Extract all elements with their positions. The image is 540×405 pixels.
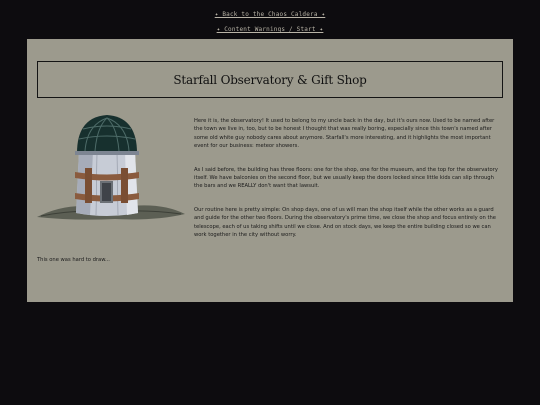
content-warnings-link[interactable]: ✦ Content Warnings / Start ✦ <box>216 26 324 33</box>
story-text <box>194 117 502 254</box>
paragraph-routine: Our routine here is pretty simple: On shop days, one of us will man the shop itself while the other works as a guard and guide for the other two floors. During the observatory's prime time, we close the shop and focus entirely on the telescope, each of us taking shifts until we close. And on stock days, we keep the entire building closed so we can work together in the city without worry. <box>194 206 496 239</box>
illustration-caption: This one was hard to draw... <box>37 257 110 263</box>
content-panel <box>27 39 513 302</box>
back-to-chaos-caldera-link[interactable]: ✦ Back to the Chaos Caldera ✦ <box>214 11 326 18</box>
paragraph-floors: As I said before, the building has three floors: one for the shop, one for the museum, and the top for the observatory itself. We have balconies on the second floor, but we usually keep the doors locked since little kids can slip through the bars and we REALLY don't want that lawsuit. <box>194 166 498 190</box>
paragraph-intro: Here it is, the observatory! It used to belong to my uncle back in the day, but it's ours now. Used to be named after the town we live in, too, but to be honest I thought that was really boring, especially since this town's named after some old white guy nobody cares about anymore. Starfall's more interesting, and it highlights the most important event for our business: meteor showers. <box>194 118 495 150</box>
page-title: Starfall Observatory & Gift Shop <box>173 72 367 87</box>
observatory-illustration <box>35 111 187 226</box>
title-box <box>37 61 503 98</box>
